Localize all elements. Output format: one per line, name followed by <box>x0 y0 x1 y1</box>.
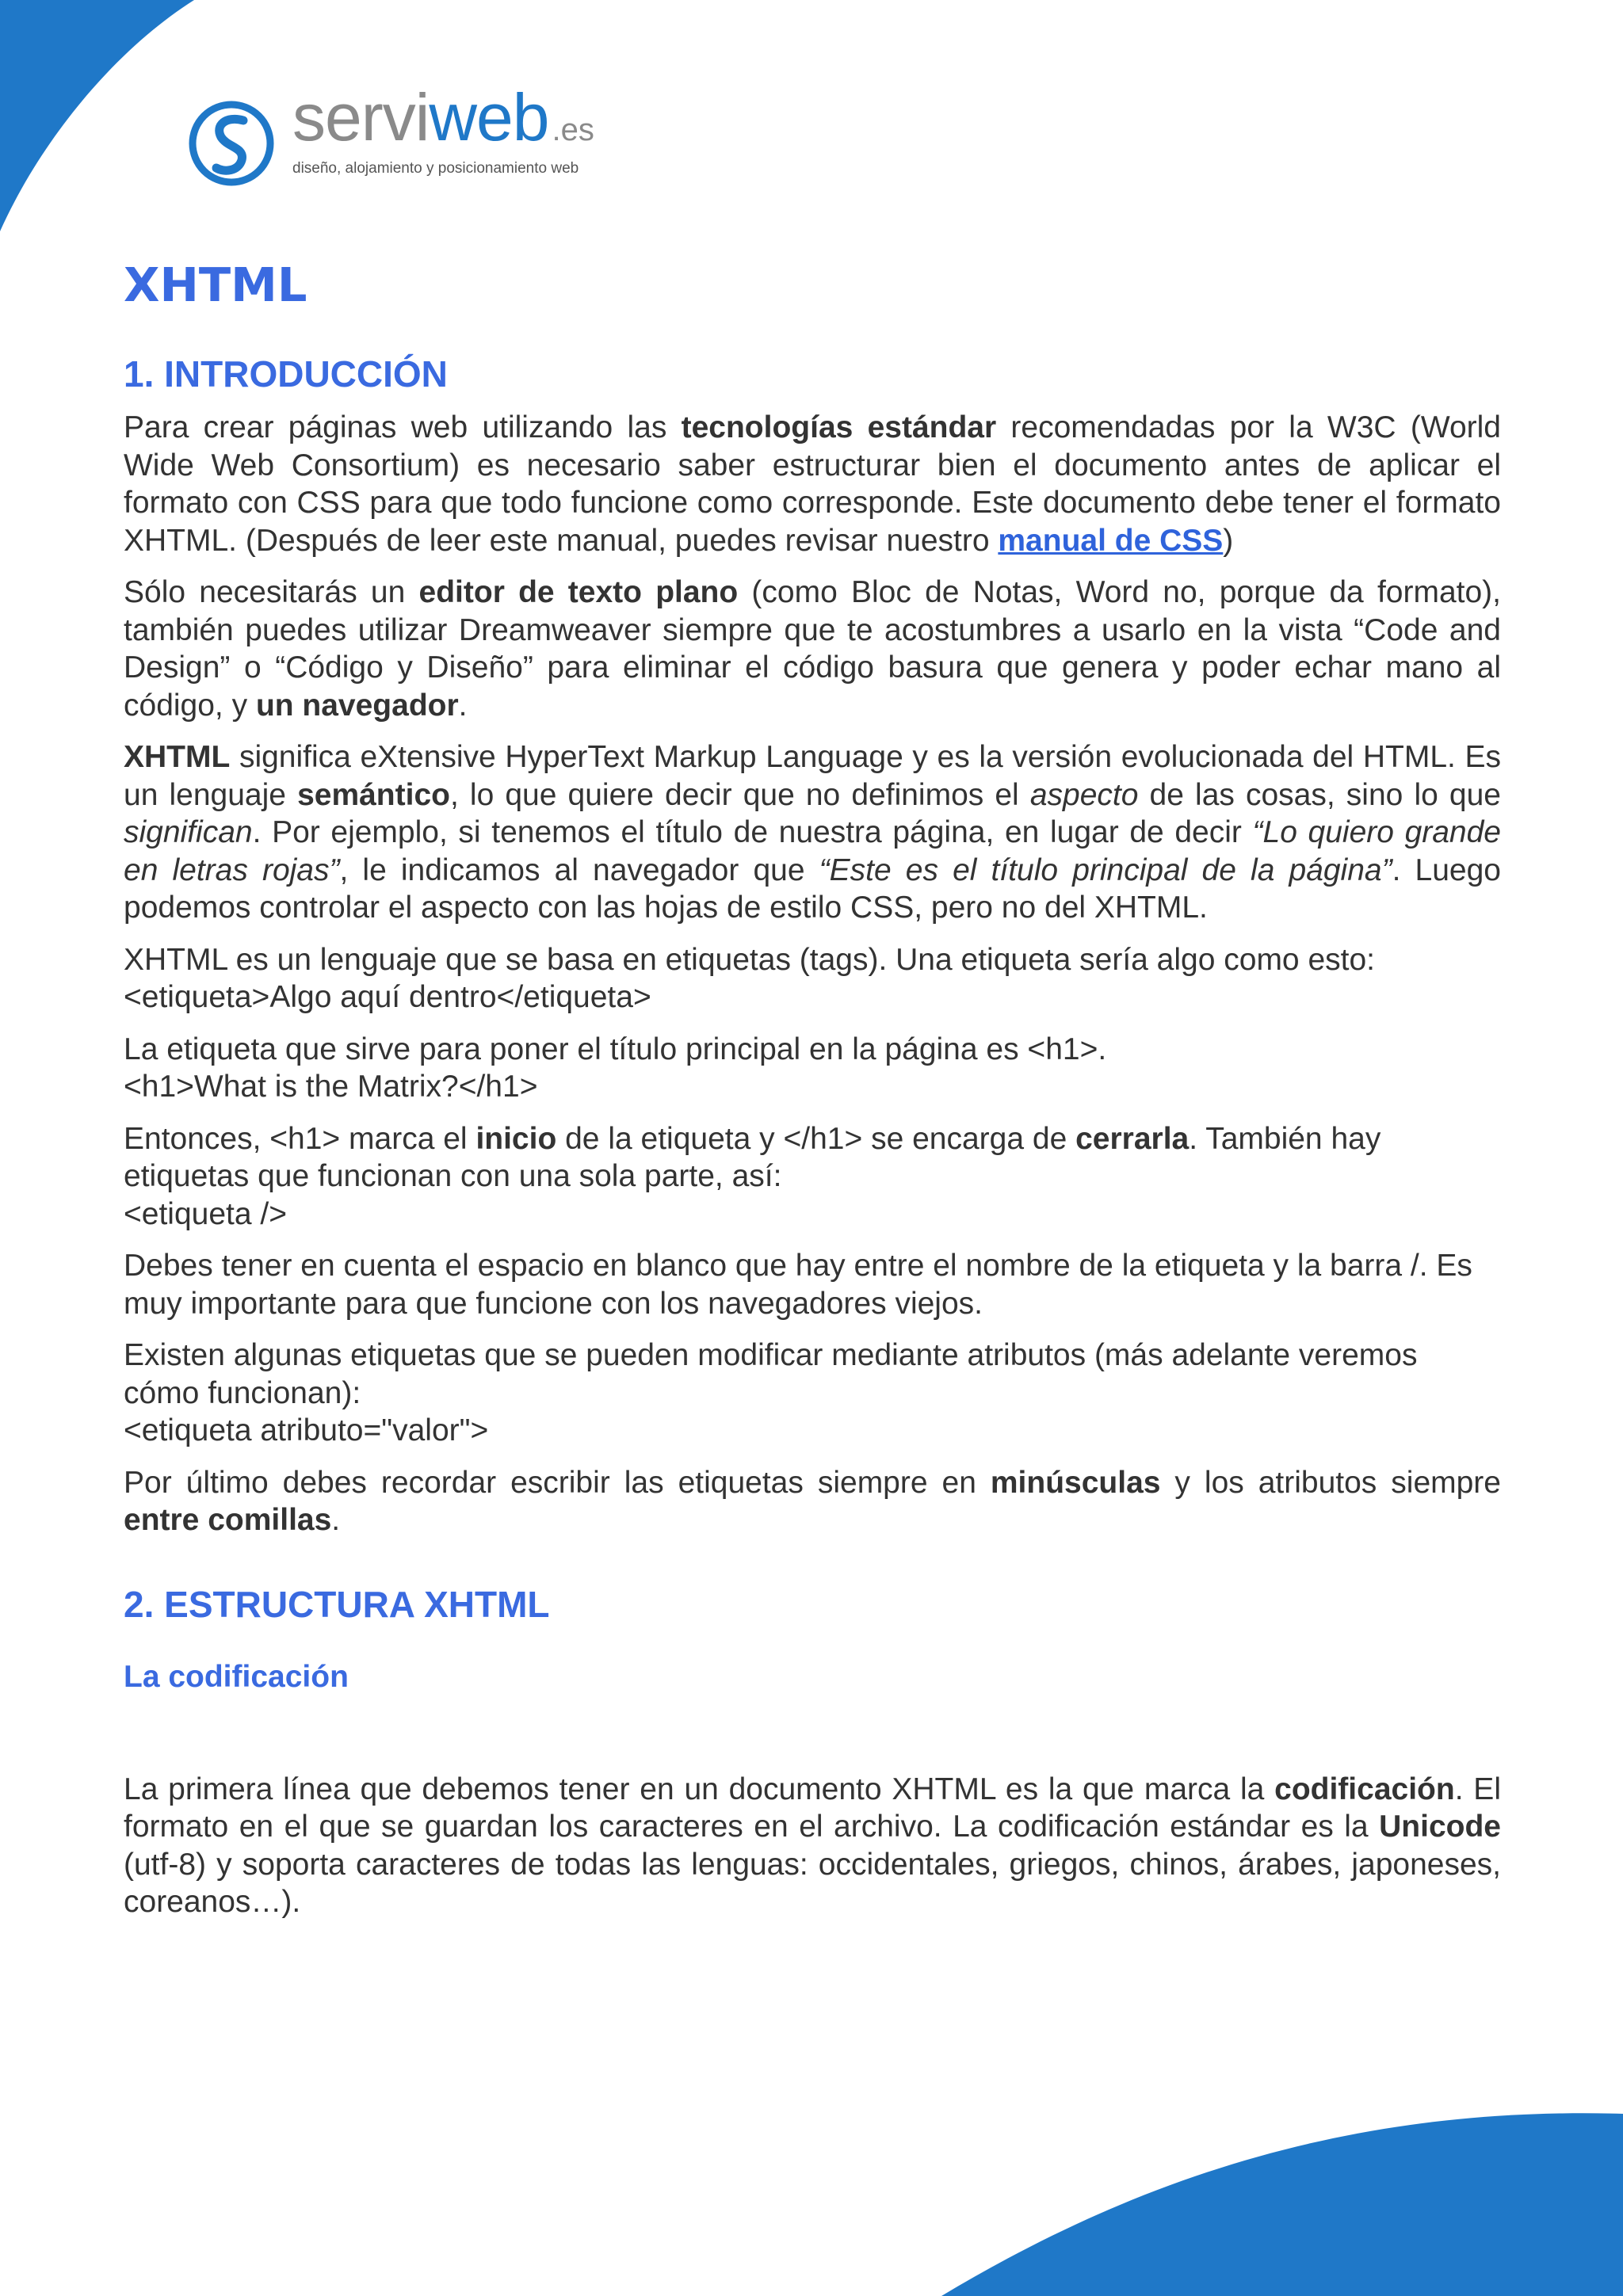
encoding-paragraph: La primera línea que debemos tener en un documento XHTML es la que marca la codificación. El formato en el que se guardan los caracteres en el archivo. La codificación estándar es la Unicode (utf-8) y soporta caracteres de todas las lenguas: occidentales, griegos, chinos, árabes, japoneses, coreanos…). <box>124 1772 1501 1919</box>
logo-wordmark <box>292 80 594 154</box>
logo-name-part2: web <box>429 80 549 154</box>
logo-tagline: diseño, alojamiento y posicionamiento web <box>292 160 579 177</box>
intro-paragraph-7: Debes tener en cuenta el espacio en blanco que hay entre el nombre de la etiqueta y la barra /. Es muy importante para que funcione con los navegadores viejos. <box>124 1249 1472 1321</box>
section-1-heading: 1. INTRODUCCIÓN <box>124 353 448 395</box>
document-title: XHTML <box>124 257 307 312</box>
bottom-right-corner-wave <box>941 2090 1623 2296</box>
code-example: <h1>What is the Matrix?</h1> <box>124 1070 538 1104</box>
top-left-corner-wave <box>0 0 206 238</box>
section-2-heading: 2. ESTRUCTURA XHTML <box>124 1583 550 1625</box>
intro-paragraph-2: Sólo necesitarás un editor de texto plano (como Bloc de Notas, Word no, porque da formato), también puedes utilizar Dreamweaver siempre que te acostumbres a usarlo en la vista “Code and Design” o “Código y Diseño” para eliminar el código basura que genera y poder echar mano al código, y un navegador. <box>124 575 1501 723</box>
intro-paragraph-5: La etiqueta que sirve para poner el título principal en la página es <h1>. <h1>What is the Matrix?</h1> <box>124 1032 1107 1104</box>
intro-paragraph-1: Para crear páginas web utilizando las tecnologías estándar recomendadas por la W3C (World Wide Web Consortium) es necesario saber estructurar bien el documento antes de aplicar el formato con CSS para que todo funcione como corresponde. Este documento debe tener el formato XHTML. (Después de leer este manual, puedes revisar nuestro manual de CSS) <box>124 410 1501 558</box>
intro-paragraph-6: Entonces, <h1> marca el inicio de la etiqueta y </h1> se encarga de cerrarla. También hay etiquetas que funcionan con una sola parte, así: <etiqueta /> <box>124 1121 1381 1231</box>
logo-tld: .es <box>552 113 594 147</box>
section-2-subheading: La codificación <box>124 1659 349 1694</box>
serviweb-s-icon <box>188 100 275 187</box>
css-manual-link[interactable]: manual de CSS <box>998 523 1224 558</box>
code-example: <etiqueta>Algo aquí dentro</etiqueta> <box>124 980 651 1014</box>
code-example: <etiqueta /> <box>124 1196 288 1231</box>
intro-paragraph-3: XHTML significa eXtensive HyperText Markup Language y es la versión evolucionada del HTML. Es un lenguaje semántico, lo que quiere decir que no definimos el aspecto de las cosas, sino lo que significan. Por ejemplo, si tenemos el título de nuestra página, en lugar de decir “Lo quiero grande en letras rojas”, le indicamos al navegador que “Este es el título principal de la página”. Luego podemos controlar el aspecto con las hojas de estilo CSS, pero no del XHTML. <box>124 740 1502 925</box>
code-example: <etiqueta atributo="valor"> <box>124 1413 489 1447</box>
intro-paragraph-4: XHTML es un lenguaje que se basa en etiquetas (tags). Una etiqueta sería algo como esto: <etiqueta>Algo aquí dentro</etiqueta> <box>124 942 1376 1014</box>
logo-name-part1: servi <box>292 80 430 154</box>
document-body <box>124 254 1501 1921</box>
intro-paragraph-9: Por último debes recordar escribir las etiquetas siempre en minúsculas y los atributos siempre entre comillas. <box>124 1465 1501 1537</box>
intro-paragraph-8: Existen algunas etiquetas que se pueden modificar mediante atributos (más adelante veremos cómo funcionan): <etiqueta atributo="valor"> <box>124 1338 1418 1447</box>
